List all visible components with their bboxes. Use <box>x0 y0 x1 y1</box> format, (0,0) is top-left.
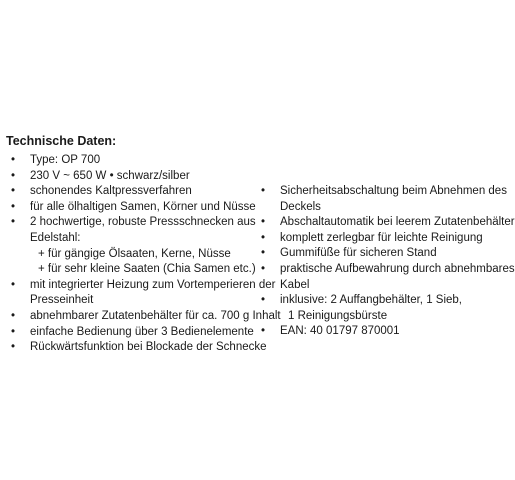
bullet-icon: • <box>10 325 16 338</box>
spec-list-item <box>6 153 251 169</box>
spec-line: 2 hochwertige, robuste Pressschnecken aus <box>30 216 256 229</box>
spec-line: Presseinheit <box>30 294 94 307</box>
spec-line: Edelstahl: <box>30 231 81 244</box>
spec-line: abnehmbarer Zutatenbehälter für ca. 700 g Inhalt <box>30 309 281 322</box>
spec-line: für alle ölhaltigen Samen, Körner und Nüsse <box>30 200 256 213</box>
bullet-icon: • <box>10 278 16 291</box>
spec-line: Rückwärtsfunktion bei Blockade der Schnecke <box>30 341 267 354</box>
spec-line: 230 V ~ 650 W • schwarz/silber <box>30 169 190 182</box>
bullet-icon: • <box>260 325 266 338</box>
bullet-icon: • <box>260 216 266 229</box>
spec-list-left <box>6 153 281 356</box>
spec-list-item <box>6 200 256 216</box>
spec-list-item <box>256 262 515 293</box>
spec-line: schonendes Kaltpressverfahren <box>30 185 192 198</box>
spec-line: Abschaltautomatik bei leerem Zutatenbehälter <box>280 216 515 229</box>
spec-list-item <box>256 246 478 262</box>
bullet-icon: • <box>10 216 16 229</box>
spec-line: 1 Reinigungsbürste <box>288 309 388 322</box>
bullet-icon: • <box>10 185 16 198</box>
spec-list-item <box>6 215 256 277</box>
spec-list-item <box>6 278 276 309</box>
bullet-icon: • <box>260 231 266 244</box>
spec-list-item <box>256 231 483 247</box>
spec-line: Type: OP 700 <box>30 154 101 166</box>
spec-line: EAN: 40 01797 870001 <box>280 325 400 338</box>
spec-list-right <box>256 184 515 340</box>
spec-line: inklusive: 2 Auffangbehälter, 1 Sieb, <box>280 294 463 307</box>
spec-line: Sicherheitsabschaltung beim Abnehmen des <box>280 185 507 197</box>
bullet-icon: • <box>10 309 16 322</box>
bullet-icon: • <box>10 200 16 213</box>
spec-list-item <box>256 215 515 231</box>
spec-list-item <box>256 324 478 340</box>
spec-list-item <box>256 184 507 215</box>
bullet-icon: • <box>260 262 266 275</box>
spec-line: praktische Aufbewahrung durch abnehmbares <box>280 262 515 275</box>
spec-list-item <box>6 309 281 325</box>
spec-line: + für gängige Ölsaaten, Kerne, Nüsse <box>38 247 231 260</box>
spec-line: + für sehr kleine Saaten (Chia Samen etc.) <box>38 263 256 276</box>
spec-line: Kabel <box>280 278 310 291</box>
spec-list-item <box>256 293 478 324</box>
spec-list-item <box>6 169 251 185</box>
bullet-icon: • <box>10 169 16 182</box>
spec-line: einfache Bedienung über 3 Bedienelemente <box>30 325 254 338</box>
spec-line: mit integrierter Heizung zum Vortemperieren der <box>30 278 276 291</box>
bullet-icon: • <box>260 294 266 307</box>
spec-line: Deckels <box>280 200 321 213</box>
bullet-icon: • <box>260 185 266 197</box>
spec-list-item <box>6 325 254 341</box>
spec-heading: Technische Daten: <box>6 134 117 148</box>
spec-list-item <box>6 340 267 356</box>
spec-line: Gummifüße für sicheren Stand <box>280 247 437 260</box>
spec-list-item <box>6 184 251 200</box>
bullet-icon: • <box>10 154 16 166</box>
spec-line: komplett zerlegbar für leichte Reinigung <box>280 231 483 244</box>
bullet-icon: • <box>10 341 16 354</box>
bullet-icon: • <box>260 247 266 260</box>
